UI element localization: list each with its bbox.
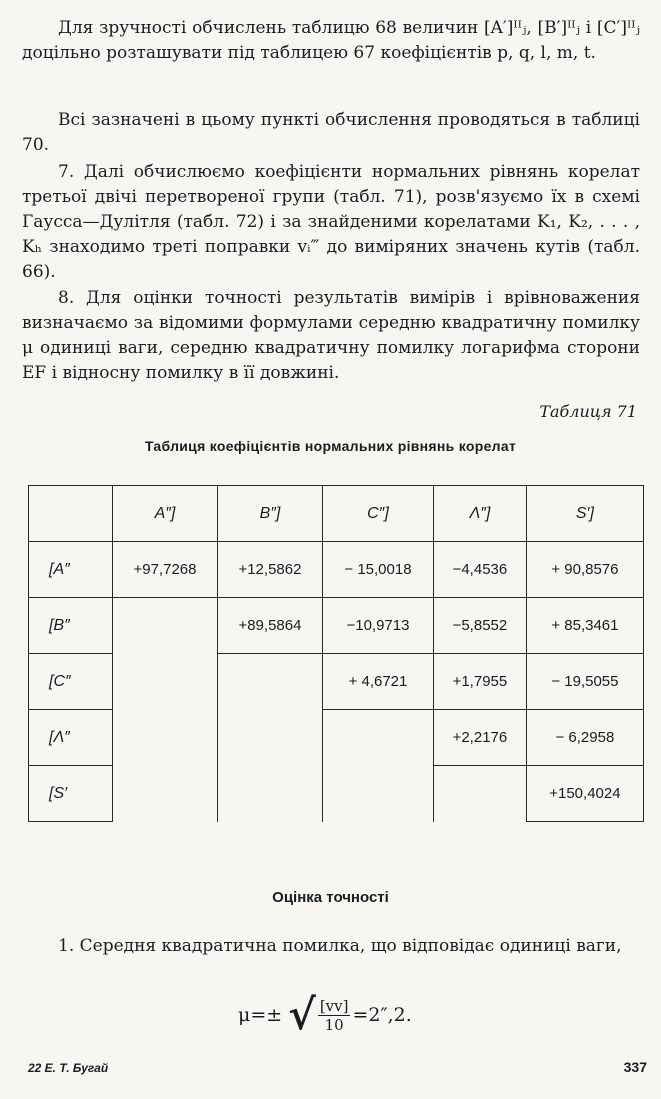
table-row: [29, 654, 644, 710]
row-label: [S′: [29, 766, 113, 822]
table-cell: −5,8552: [434, 598, 527, 654]
formula-mu: [238, 990, 412, 1040]
table-cell-empty: [217, 654, 322, 710]
table-cell: −10,9713: [322, 598, 433, 654]
table-header-cell: A″]: [113, 486, 218, 542]
table-row: [29, 766, 644, 822]
table-cell-empty: [113, 766, 218, 822]
table-row: [29, 598, 644, 654]
paragraph-intro: Для зручності обчислень таблицю 68 величин [A′]ᴵᴵⱼ, [B′]ᴵᴵⱼ і [C′]ᴵᴵⱼ доцільно розташувати під таблицею 67 коефіцієнтів p, q, l, m, t.: [22, 18, 640, 63]
coefficients-table: [28, 485, 644, 822]
paragraph-step8: 8. Для оцінки точності результатів вимірів і врівноважения визначаємо за відомими формулами середню квадратичну помилку μ одиниці ваги, середню квадратичну помилку логарифма сторони EF і відносну помилку в її довжині.: [22, 288, 640, 383]
paragraph-item1: 1. Середня квадратична помилка, що відповідає одиниці ваги,: [58, 936, 622, 956]
formula-denominator: 10: [324, 1015, 344, 1034]
table-cell: − 15,0018: [322, 542, 433, 598]
table-cell-empty: [217, 766, 322, 822]
table-cell-empty: [113, 654, 218, 710]
table-cell: +97,7268: [113, 542, 218, 598]
table-row: [29, 542, 644, 598]
table-cell-empty: [113, 710, 218, 766]
table-cell-empty: [434, 766, 527, 822]
table-header-cell: Λ″]: [434, 486, 527, 542]
table-cell: +1,7955: [434, 654, 527, 710]
sqrt-icon: √: [288, 990, 316, 1039]
table-cell-empty: [217, 710, 322, 766]
table-cell: + 85,3461: [526, 598, 643, 654]
row-label: [Λ″: [29, 710, 113, 766]
table-caption: Таблиця 71: [539, 402, 637, 421]
row-label: [C″: [29, 654, 113, 710]
row-label: [B″: [29, 598, 113, 654]
table-cell: +150,4024: [526, 766, 643, 822]
table-header-row: [29, 486, 644, 542]
table-cell-empty: [322, 710, 433, 766]
table-cell-empty: [322, 766, 433, 822]
table-header-cell: C″]: [322, 486, 433, 542]
formula-result: =2″,2.: [352, 1004, 412, 1026]
table-cell: +12,5862: [217, 542, 322, 598]
section-title: Оцінка точності: [272, 889, 389, 906]
table-cell: + 90,8576: [526, 542, 643, 598]
footer-signature: 22 Е. Т. Бугай: [28, 1061, 109, 1075]
table-cell-empty: [113, 598, 218, 654]
paragraph-table70: Всі зазначені в цьому пункті обчислення проводяться в таблиці 70.: [22, 110, 640, 155]
table-row: [29, 710, 644, 766]
table-cell: − 19,5055: [526, 654, 643, 710]
paragraph-step7: 7. Далі обчислюємо коефіцієнти нормальних рівнянь корелат третьої двічі перетвореної групи (табл. 71), розв'язуємо їх в схемі Гаусса—Дулітля (табл. 72) і за знайденими корелатами K₁, K₂, . . . , Kₕ знаходимо треті поправки vᵢ‴ до виміряних значень кутів (табл. 66).: [22, 162, 640, 282]
table-header-cell: [29, 486, 113, 542]
table-header-cell: S′]: [526, 486, 643, 542]
page-number: 337: [623, 1059, 647, 1075]
table-cell: − 6,2958: [526, 710, 643, 766]
formula-lhs: μ=±: [238, 1004, 283, 1026]
table-cell: +2,2176: [434, 710, 527, 766]
formula-numerator: [vv]: [319, 996, 349, 1015]
table-title: Таблиця коефіцієнтів нормальних рівнянь корелат: [144, 438, 517, 454]
table-cell: +89,5864: [217, 598, 322, 654]
table-header-cell: B″]: [217, 486, 322, 542]
table-cell: + 4,6721: [322, 654, 433, 710]
row-label: [A″: [29, 542, 113, 598]
formula-fraction: [318, 997, 351, 1034]
table-cell: −4,4536: [434, 542, 527, 598]
